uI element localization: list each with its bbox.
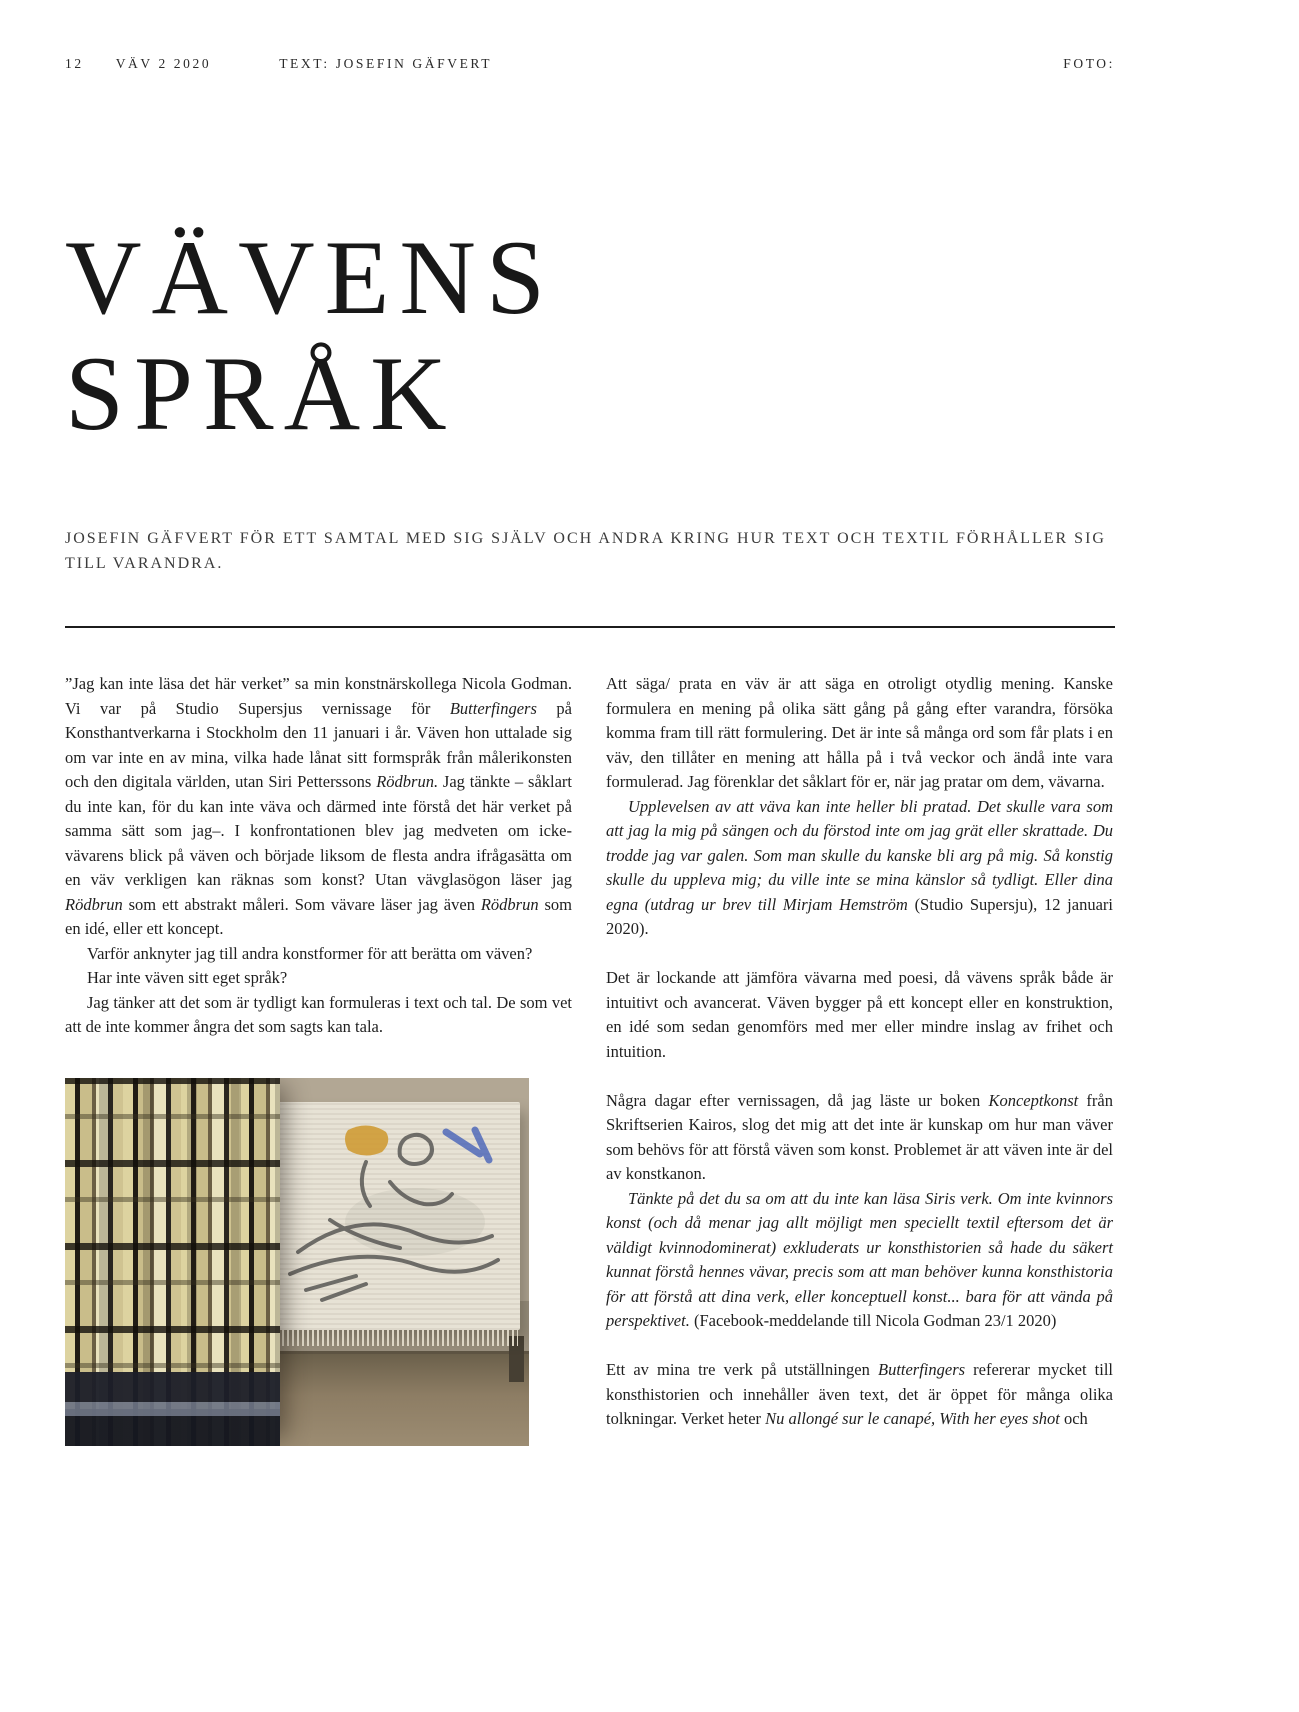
paragraph: [606, 1187, 1113, 1334]
text-run: Rödbrun: [480, 894, 539, 914]
divider-rule: [65, 626, 1115, 628]
page-number: 12: [65, 56, 84, 71]
title-line-1: VÄVENS: [65, 219, 555, 336]
text-run: Varför anknyter jag till andra konstformer för att berätta om väven?: [87, 943, 533, 963]
artwork-photo: [65, 1078, 529, 1446]
text-run: från Skriftserien Kairos, slog det mig att det inte är kunskap om hur man väver som behövs för att förstå väven som konst. Problemet är att väven inte är del av konstkanon.: [606, 1090, 1113, 1183]
tapestry-fringe: [272, 1330, 518, 1346]
text-run: Ett av mina tre verk på utställningen: [606, 1360, 878, 1379]
text-run: som en idé, eller ett koncept.: [65, 894, 572, 938]
paragraph: [606, 966, 1113, 1064]
text-run: Att säga/ prata en väv är att säga en otroligt otydlig mening. Kanske formulera en mening på olika sätt gång på gång efter varandra, försöka komma fram till rätt formulering. Det är inte så många ord som får plats i en väv, den tillåter en mening att hålla på i två veckor och ändå inte vara formulerad. Jag förenklar det såklart för er, när jag pratar om dem, vävarna.: [606, 674, 1113, 791]
paragraph: [65, 942, 572, 967]
text-run: Butterfingers: [877, 1360, 966, 1379]
text-run: och: [1059, 1409, 1088, 1428]
text-run: ”Jag kan inte läsa det här verket” sa min konstnärskollega Nicola Godman. Vi var på Studio Supersjus vernissage för: [65, 674, 572, 718]
white-tapestry: [270, 1102, 520, 1330]
text-run: Upplevelsen av att väva kan inte heller bli pratad. Det skulle vara som att jag la mig på sängen och du förstod inte om jag grät eller skrattade. Du trodde jag var galen. Som man skulle du kanske bli arg på mig. Så konstig skulle du uppleva mig; du ville inte se mina känslor så tydligt. Eller dina egna (utdrag ur brev till Mirjam Hemström: [606, 796, 1113, 914]
byline: TEXT: JOSEFIN GÄFVERT: [279, 56, 493, 71]
text-run: Rödbrun.: [376, 772, 439, 791]
charcoal-sketch: [270, 1102, 520, 1330]
paragraph: [606, 1089, 1113, 1187]
text-run: refererar mycket till konsthistorien och innehåller även text, det är öppet för många olika tolkningar. Verket heter: [606, 1360, 1113, 1428]
text-run: Konceptkonst: [988, 1090, 1079, 1110]
paragraph: [65, 672, 572, 942]
paragraph: [606, 1358, 1113, 1432]
text-run: Tänkte på det du sa om att du inte kan läsa Siris verk. Om inte kvinnors konst (och då menar jag allt möjligt men speciellt textil eftersom det är väldigt kvinnodominerat) exkluderats ur konsthistorien så hade du säkert kunnat förstå hennes vävar, precis som att man behöver kunna konsthistoria för att förstå att dina verk, eller konceptuell konst... bara för att vända på perspektivet.: [606, 1188, 1113, 1330]
standfirst: JOSEFIN GÄFVERT FÖR ETT SAMTAL MED SIG SJÄLV OCH ANDRA KRING HUR TEXT OCH TEXTIL FÖRHÅLLER SIG TILL VARANDRA.: [65, 530, 1106, 572]
text-run: Jag tänker att det som är tydligt kan formuleras i text och tal. De som vet att de inte kommer ångra det som sagts kan tala.: [65, 992, 572, 1036]
page-header: [65, 56, 1115, 72]
right-column-text: [606, 672, 1113, 1432]
right-column: [606, 672, 1113, 1446]
text-run: Rödbrun: [65, 894, 123, 914]
paragraph: [65, 991, 572, 1040]
masthead-right: [1063, 56, 1115, 72]
text-run: Några dagar efter vernissagen, då jag läste ur boken: [606, 1090, 989, 1110]
text-run: Det är lockande att jämföra vävarna med poesi, då vävens språk både är intuitivt och avancerat. Väven bygger på ett koncept eller en konstruktion, en idé som sedan genomförs med mer eller mindre inslag av frihet och intuition.: [606, 968, 1113, 1061]
left-column: [65, 672, 572, 1446]
text-run: Nu allongé sur le canapé, With her eyes shot: [765, 1409, 1060, 1428]
masthead-left: [65, 56, 492, 72]
text-run: som ett abstrakt måleri. Som vävare läser jag även: [122, 894, 481, 914]
left-column-text: [65, 672, 572, 1040]
striped-weave-curtain: [65, 1078, 280, 1446]
text-run: (Studio Supersju), 12 januari 2020).: [606, 894, 1113, 938]
text-run: Har inte väven sitt eget språk?: [87, 968, 288, 987]
photo-credit: FOTO:: [1063, 56, 1115, 71]
text-run: Jag tänkte – såklart du inte kan, för du kan inte väva och därmed inte förstå det här verket på samma sätt som jag–. I konfrontationen blev jag medveten om icke-vävarens blick på väven och började liksom de flesta andra ifrågasätta om en väv verkligen kan räknas som konst? Utan vävglasögon läser jag: [65, 772, 573, 889]
paragraph: [606, 672, 1113, 795]
text-run: på Konsthantverkarna i Stockholm den 11 januari i år. Väven hon uttalade sig om var inte en av mina, vilka hade lånat sitt formspråk från målerikonsten och den digitala världen, utan Siri Petterssons: [65, 698, 572, 791]
text-run: (Facebook-meddelande till Nicola Godman 23/1 2020): [693, 1311, 1057, 1330]
title-line-2: SPRÅK: [65, 335, 457, 452]
article-body: [65, 672, 1115, 1446]
text-run: Butterfingers: [449, 698, 537, 718]
issue-label: VÄV 2 2020: [115, 56, 212, 71]
paragraph: [65, 966, 572, 991]
article-title: [65, 220, 1115, 452]
paragraph: [606, 795, 1113, 942]
